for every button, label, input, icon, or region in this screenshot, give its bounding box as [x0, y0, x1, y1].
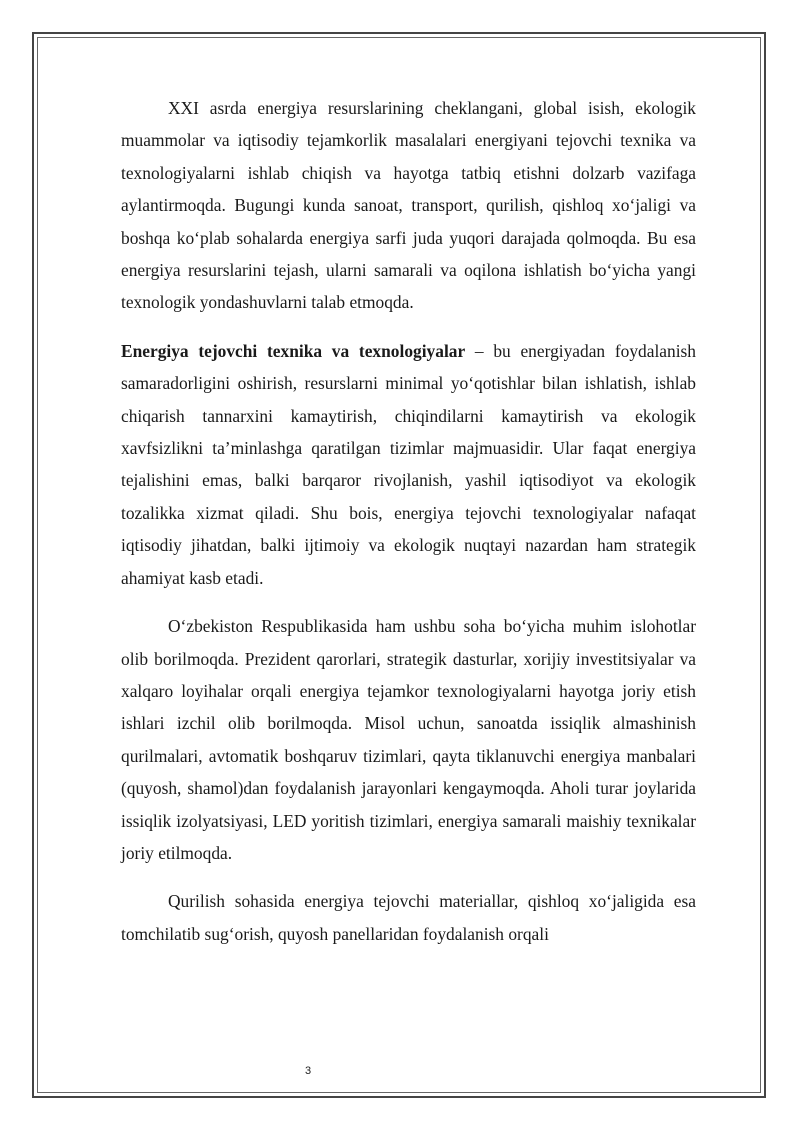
definition-term: Energiya tejovchi texnika va texnologiyalar: [121, 340, 466, 361]
paragraph-construction-text: Qurilish sohasida energiya tejovchi materiallar, qishloq xo‘jaligida esa tomchilatib sug‘orish, quyosh panellaridan foydalanish orqali: [121, 891, 696, 944]
paragraph-intro: [121, 92, 696, 319]
paragraph-construction: [121, 885, 696, 950]
document-body: [121, 92, 696, 950]
paragraph-definition-text: – bu energiyadan foydalanish samaradorligini oshirish, resurslarni minimal yo‘qotishlar bilan ishlatish, ishlab chiqarish tannarxini kamaytirish, chiqindilarni kamaytirish va ekologik xavfsizlikni ta’minlashga qaratilgan tizimlar majmuasidir. Ular faqat energiya tejalishini emas, balki barqaror rivojlanish, yashil iqtisodiyot va ekologik tozalikka xizmat qiladi. Shu bois, energiya tejovchi texnologiyalar nafaqat iqtisodiy jihatdan, balki ijtimoiy va ekologik nuqtayi nazardan ham strategik ahamiyat kasb etadi.: [121, 340, 696, 588]
paragraph-definition: [121, 335, 696, 594]
paragraph-uzbekistan: [121, 610, 696, 869]
paragraph-uzbekistan-text: O‘zbekiston Respublikasida ham ushbu soha bo‘yicha muhim islohotlar olib borilmoqda. Prezident qarorlari, strategik dasturlar, xorijiy investitsiyalar va xalqaro loyihalar orqali energiya tejamkor texnologiyalarni hayotga joriy etish ishlari izchil olib borilmoqda. Misol uchun, sanoatda issiqlik almashinish qurilmalari, avtomatik boshqaruv tizimlari, qayta tiklanuvchi energiya manbalari (quyosh, shamol)dan foydalanish jarayonlari kengaymoqda. Aholi turar joylarida issiqlik izolyatsiyasi, LED yoritish tizimlari, energiya samarali maishiy texnikalar joriy etilmoqda.: [121, 616, 696, 863]
page-number: 3: [304, 1065, 312, 1077]
paragraph-intro-text: XXI asrda energiya resurslarining cheklangani, global isish, ekologik muammolar va iqtisodiy tejamkorlik masalalari energiyani tejovchi texnika va texnologiyalarni ishlab chiqish va hayotga tatbiq etishni dolzarb vazifaga aylantirmoqda. Bugungi kunda sanoat, transport, qurilish, qishloq xo‘jaligi va boshqa ko‘plab sohalarda energiya sarfi juda yuqori darajada qolmoqda. Bu esa energiya resurslarini tejash, ularni samarali va oqilona ishlatish bo‘yicha yangi texnologik yondashuvlarni talab etmoqda.: [121, 98, 696, 313]
